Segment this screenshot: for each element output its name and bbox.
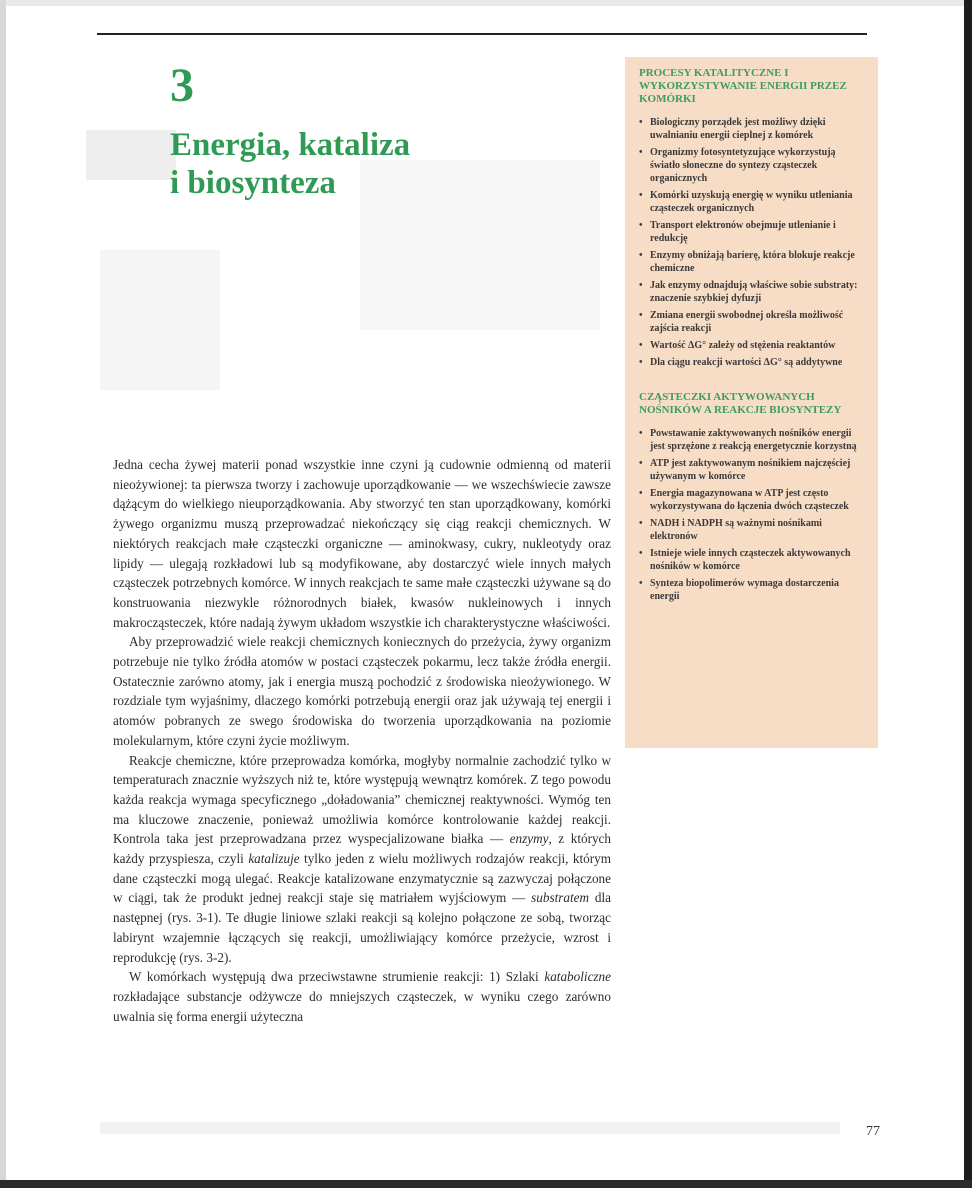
body-text: [113, 455, 611, 1026]
page-edge-right: [964, 0, 972, 1188]
page-edge-left: [0, 0, 6, 1188]
bullet-icon: •: [639, 250, 643, 261]
bullet-icon: •: [639, 147, 643, 158]
bullet-icon: •: [639, 578, 643, 589]
bleed-through-block: [100, 250, 220, 390]
sidebar-item: • Komórki uzyskują energię w wyniku utleniania cząsteczek organicznych: [639, 190, 853, 214]
bleed-through-block: [86, 130, 176, 180]
sidebar-item: • Jak enzymy odnajdują właściwe sobie substraty: znaczenie szybkiej dyfuzji: [639, 280, 858, 304]
sidebar-item: • Istnieje wiele innych cząsteczek aktywowanych nośników w komórce: [639, 548, 851, 572]
sidebar-item: • Powstawanie zaktywowanych nośników energii jest sprzężone z reakcją energetycznie korzystną: [639, 428, 857, 452]
bullet-icon: •: [639, 340, 643, 351]
sidebar-item: • Organizmy fotosyntetyzujące wykorzystują światło słoneczne do syntezy cząsteczek organicznych: [639, 147, 836, 184]
paragraph-1: Jedna cecha żywej materii ponad wszystkie inne czyni ją cudownie odmienną od materii nieożywionej: ta pierwsza tworzy i zachowuje uporządkowanie — we wszechświecie zawsze dążącym do wielkiego nieuporządkowania. Aby stworzyć ten stan uporządkowany, komórki żywego organizmu muszą przeprowadzać niekończący się ciąg reakcji chemicznych. W niektórych reakcjach małe cząsteczki organiczne — aminokwasy, cukry, nukleotydy oraz lipidy — ulegają rozkładowi lub są modyfikowane, aby dostarczyć wiele innych małych cząsteczek potrzebnych komórce. W innych reakcjach te same małe cząsteczki używane są do konstruowania niezwykle różnorodnych białek, kwasów nukleinowych i innych makrocząsteczek, które nadają żywym układom wszystkie ich charakterystyczne właściwości.: [113, 457, 611, 630]
sidebar-item: • Dla ciągu reakcji wartości ΔG° są addytywne: [639, 357, 843, 368]
bullet-icon: •: [639, 357, 643, 368]
sidebar-section1-list: [639, 116, 864, 369]
sidebar-item: • NADH i NADPH są ważnymi nośnikami elektronów: [639, 518, 822, 542]
bullet-icon: •: [639, 458, 643, 469]
sidebar-item: • Wartość ΔG° zależy od stężenia reaktantów: [639, 340, 836, 351]
bullet-icon: •: [639, 190, 643, 201]
chapter-title-line1: Energia, kataliza: [170, 127, 411, 163]
term-kataboliczne: kataboliczne: [544, 969, 611, 985]
bullet-icon: •: [639, 548, 643, 559]
chapter-title-line2: i biosynteza: [170, 165, 336, 201]
bullet-icon: •: [639, 518, 643, 529]
sidebar-section2-list: [639, 427, 864, 603]
term-substratem: substratem: [531, 890, 590, 906]
chapter-title: [170, 126, 490, 202]
bullet-icon: •: [639, 220, 643, 231]
page-number: 77: [866, 1124, 880, 1139]
sidebar-item: • ATP jest zaktywowanym nośnikiem najczęściej używanym w komórce: [639, 458, 851, 482]
bullet-icon: •: [639, 117, 643, 128]
bullet-icon: •: [639, 310, 643, 321]
sidebar-item: • Transport elektronów obejmuje utlenianie i redukcję: [639, 220, 836, 244]
bullet-icon: •: [639, 488, 643, 499]
page-edge-bottom: [0, 1180, 972, 1188]
sidebar-section2-heading: CZĄSTECZKI AKTYWOWANYCH NOŚNIKÓW A REAKCJE BIOSYNTEZY: [639, 391, 842, 416]
sidebar-item: • Biologiczny porządek jest możliwy dzięki uwalnianiu energii cieplnej z komórek: [639, 117, 826, 141]
term-enzymy: enzymy: [509, 831, 549, 847]
paragraph-4: W komórkach występują dwa przeciwstawne strumienie reakcji: 1) Szlaki kataboliczne rozkładające substancje odżywcze do mniejszych cząsteczek, w wyniku czego zarówno uwalnia się forma energii użyteczna: [113, 969, 611, 1024]
bleed-through-footer: [100, 1122, 840, 1134]
term-katalizuje: katalizuje: [248, 851, 300, 867]
sidebar-section1-heading: PROCESY KATALITYCZNE I WYKORZYSTYWANIE ENERGII PRZEZ KOMÓRKI: [639, 67, 847, 105]
paragraph-2: Aby przeprowadzić wiele reakcji chemicznych koniecznych do przeżycia, żywy organizm potrzebuje nie tylko źródła atomów w postaci cząsteczek pokarmu, lecz także źródła energii. Ostatecznie zarówno atomy, jak i energia muszą pochodzić z środowiska nieożywionego. W rozdziale tym wyjaśnimy, dlaczego komórki potrzebują energii oraz jak używają tej energii i atomów pobranych ze swego środowiska do tworzenia uporządkowania na poziomie molekularnym, które czyni życie możliwym.: [113, 634, 611, 748]
page-edge-top: [0, 0, 972, 6]
sidebar-item: • Zmiana energii swobodnej określa możliwość zajścia reakcji: [639, 310, 844, 334]
paragraph-3: Reakcje chemiczne, które przeprowadza komórka, mogłyby normalnie zachodzić tylko w temperaturach znacznie wyższych niż te, które występują wewnątrz komórek. Z tego powodu każda reakcja wymaga specyficznego „doładowania” chemicznej reaktywności. Wymóg ten ma kluczowe znaczenie, ponieważ umożliwia komórce kontrolowanie każdej reakcji. Kontrola taka jest przeprowadzana przez wyspecjalizowane białka — enzymy, z których każdy przyspiesza, czyli katalizuje tylko jeden z wielu możliwych rodzajów reakcji, którym dane cząsteczki mogą ulegać. Reakcje katalizowane enzymatycznie są zazwyczaj połączone w ciągi, tak że produkt jednej reakcji staje się matriałem wyjściowym — substratem dla następnej (rys. 3-1). Te długie liniowe szlaki reakcji są kolejno połączone ze sobą, tworząc labirynt wzajemnie łączących się reakcji, umożliwiający komórce przeżycie, wzrost i reprodukcję (rys. 3-2).: [113, 752, 612, 965]
chapter-number: 3: [170, 59, 194, 112]
top-rule: [97, 33, 867, 35]
sidebar-item: • Synteza biopolimerów wymaga dostarczenia energii: [639, 578, 839, 602]
contents-sidebar: [625, 57, 878, 748]
sidebar-item: • Enzymy obniżają barierę, która blokuje reakcje chemiczne: [639, 250, 855, 274]
sidebar-item: • Energia magazynowana w ATP jest często wykorzystywana do łączenia dwóch cząsteczek: [639, 488, 849, 512]
bullet-icon: •: [639, 280, 643, 291]
bullet-icon: •: [639, 428, 643, 439]
